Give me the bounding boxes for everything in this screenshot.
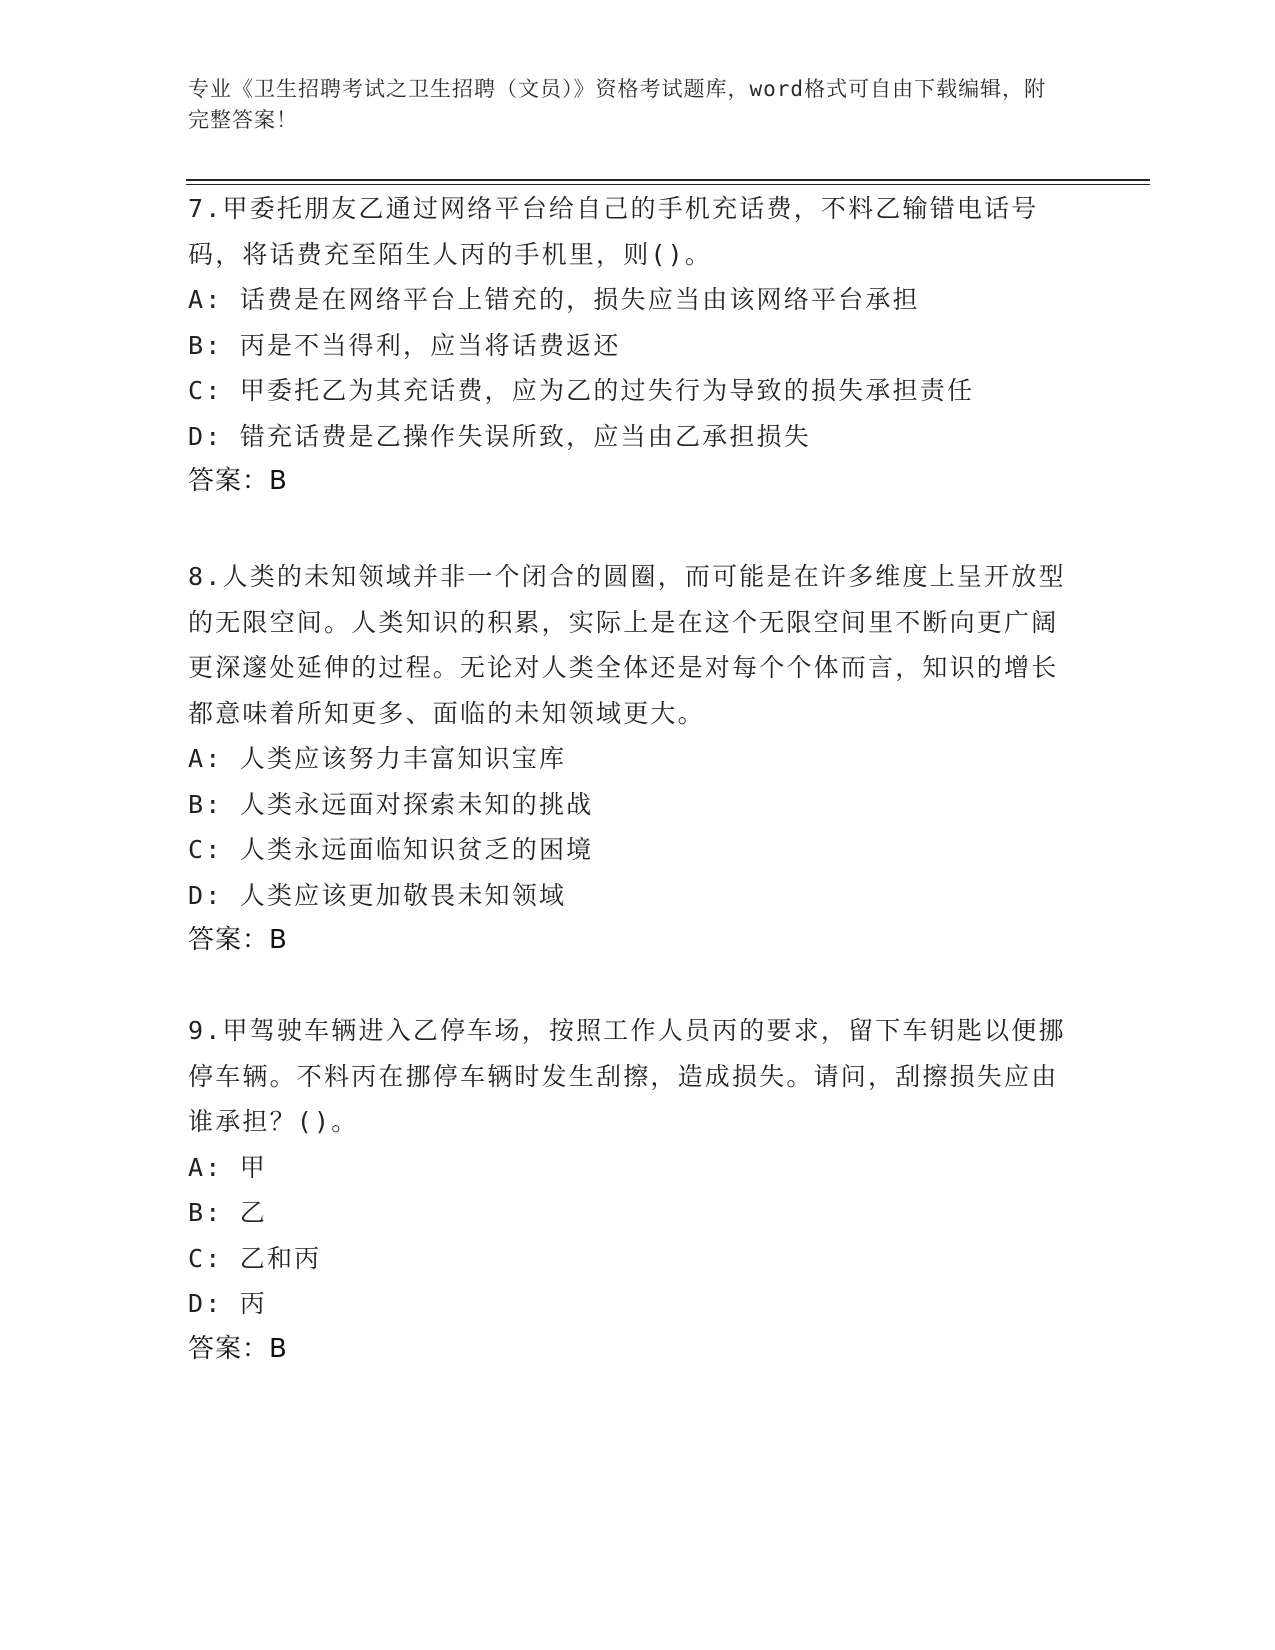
question-stem: 7.甲委托朋友乙通过网络平台给自己的手机充话费，不料乙输错电话号码，将话费充至陌生人丙的手机里，则()。 [188,194,1039,269]
document-header [188,74,1068,136]
option-d: D: 人类应该更加敬畏未知领域 [188,880,567,910]
question-9 [188,1008,1068,1372]
option-a: A: 甲 [188,1152,267,1182]
option-b: B: 丙是不当得利，应当将话费返还 [188,330,621,360]
answer-line: 答案：B [188,1333,288,1364]
option-a: A: 话费是在网络平台上错充的，损失应当由该网络平台承担 [188,285,920,314]
option-c: C: 甲委托乙为其充话费，应为乙的过失行为导致的损失承担责任 [188,376,975,405]
answer-line: 答案：B [188,925,288,955]
header-divider-thick [186,179,1150,181]
option-b: B: 乙 [188,1198,267,1227]
question-7 [188,186,1068,505]
option-d: D: 丙 [188,1289,267,1318]
question-8 [188,554,1068,964]
option-c: C: 人类永远面临知识贫乏的困境 [188,835,594,864]
header-divider-thin [186,184,1150,185]
header-text: 专业《卫生招聘考试之卫生招聘（文员）》资格考试题库，word格式可自由下载编辑，附完整答案！ [188,77,1047,132]
option-c: C: 乙和丙 [188,1243,322,1273]
answer-line: 答案：B [188,466,288,496]
question-stem: 8.人类的未知领域并非一个闭合的圆圈，而可能是在许多维度上呈开放型的无限空间。人类知识的积累，实际上是在这个无限空间里不断向更广阔更深邃处延伸的过程。无论对人类全体还是对每个个体而言，知识的增长都意味着所知更多、面临的未知领域更大。 [188,562,1066,728]
option-b: B: 人类永远面对探索未知的挑战 [188,789,594,819]
option-a: A: 人类应该努力丰富知识宝库 [188,744,567,773]
question-stem: 9.甲驾驶车辆进入乙停车场，按照工作人员丙的要求，留下车钥匙以便挪停车辆。不料丙在挪停车辆时发生刮擦，造成损失。请问，刮擦损失应由谁承担？()。 [188,1016,1066,1136]
option-d: D: 错充话费是乙操作失误所致，应当由乙承担损失 [188,421,811,451]
